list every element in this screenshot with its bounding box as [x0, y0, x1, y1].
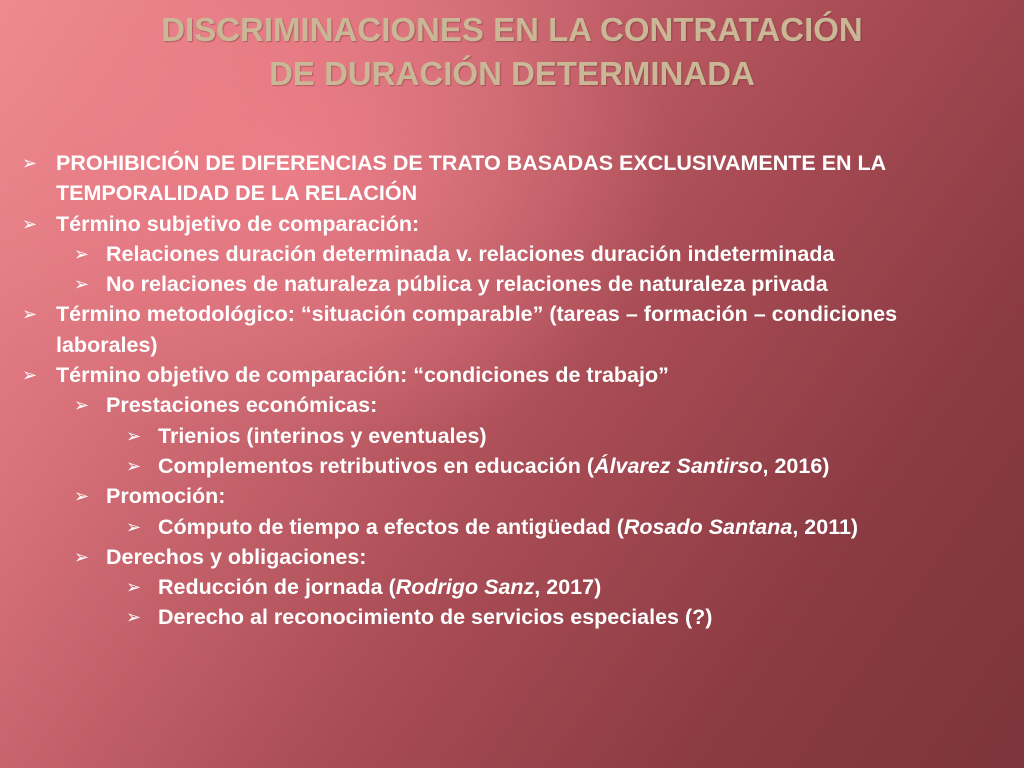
arrowhead-bullet-icon: ➢ [74, 274, 90, 295]
list-item: ➢ Término subjetivo de comparación: [22, 209, 982, 239]
list-item: ➢ Término objetivo de comparación: “condiciones de trabajo” [22, 360, 982, 390]
case-name: Rodrigo Sanz [395, 575, 535, 600]
arrowhead-bullet-icon: ➢ [126, 455, 142, 476]
item-text: Cómputo de tiempo a efectos de antigüedad ( [158, 514, 624, 539]
arrowhead-bullet-icon: ➢ [22, 153, 38, 173]
arrowhead-bullet-icon: ➢ [126, 607, 142, 628]
arrowhead-bullet-icon: ➢ [22, 365, 38, 386]
list-item [22, 451, 982, 481]
title-line-2: DE DURACIÓN DETERMINADA [269, 55, 755, 92]
arrowhead-bullet-icon: ➢ [74, 395, 90, 416]
list-item: ➢ Promoción: [22, 481, 982, 511]
list-item: ➢ Trienios (interinos y eventuales) [22, 421, 982, 451]
arrowhead-bullet-icon: ➢ [74, 486, 90, 507]
arrowhead-bullet-icon: ➢ [74, 243, 90, 264]
list-item: ➢ No relaciones de naturaleza pública y relaciones de naturaleza privada [22, 269, 982, 299]
list-item: ➢ Relaciones duración determinada v. relaciones duración indeterminada [22, 239, 982, 269]
arrowhead-bullet-icon: ➢ [22, 304, 38, 325]
slide-title [40, 8, 984, 96]
arrowhead-bullet-icon: ➢ [126, 577, 142, 598]
case-name: Rosado Santana [623, 514, 793, 539]
arrowhead-bullet-icon: ➢ [22, 213, 38, 234]
item-text: , 2011) [792, 514, 859, 539]
bullet-list [22, 148, 982, 633]
list-item: ➢ PROHIBICIÓN DE DIFERENCIAS DE TRATO BASADAS EXCLUSIVAMENTE EN LA TEMPORALIDAD DE LA RELACIÓN [22, 148, 982, 209]
title-line-1: DISCRIMINACIONES EN LA CONTRATACIÓN [161, 11, 863, 48]
list-item [22, 512, 982, 542]
case-name: Álvarez Santirso [594, 453, 763, 478]
arrowhead-bullet-icon: ➢ [126, 516, 142, 537]
list-item: ➢ Derecho al reconocimiento de servicios especiales (?) [22, 602, 982, 632]
arrowhead-bullet-icon: ➢ [126, 425, 142, 446]
item-text: , 2016) [762, 453, 830, 478]
item-text: Complementos retributivos en educación ( [158, 453, 595, 478]
list-item: ➢ Término metodológico: “situación comparable” (tareas – formación – condiciones laborales) [22, 299, 982, 360]
list-item: ➢ Derechos y obligaciones: [22, 542, 982, 572]
list-item [22, 572, 982, 602]
item-text: , 2017) [534, 575, 602, 600]
item-text: Reducción de jornada ( [158, 575, 396, 600]
list-item: ➢ Prestaciones económicas: [22, 390, 982, 420]
arrowhead-bullet-icon: ➢ [74, 546, 90, 567]
